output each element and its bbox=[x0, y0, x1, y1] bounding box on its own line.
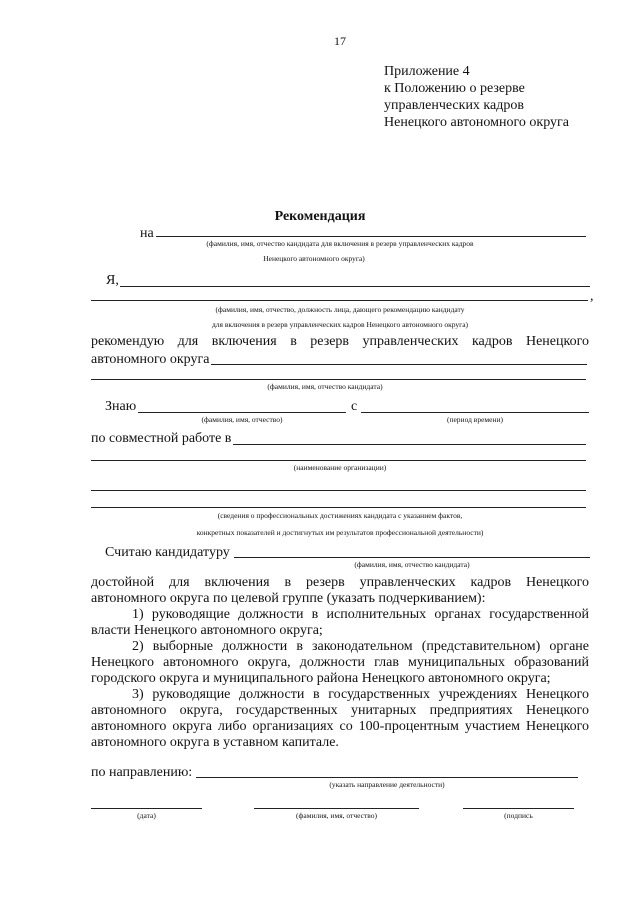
organization-field-1[interactable] bbox=[233, 444, 586, 445]
on-caption-2: Ненецкого автономного округа) bbox=[263, 254, 365, 263]
achievements-caption-2: конкретных показателей и достигнутых им результатов профессиональной деятельности) bbox=[196, 528, 484, 537]
since-label: с bbox=[351, 399, 358, 414]
recommend-field-1[interactable] bbox=[211, 364, 587, 365]
signature-field[interactable] bbox=[463, 808, 574, 809]
signer-name-field[interactable] bbox=[254, 808, 419, 809]
since-period-field[interactable] bbox=[361, 412, 589, 413]
signature-caption: (подпись bbox=[504, 811, 533, 820]
worthy-line-2: автономного округа по целевой группе (указать подчеркиванием): bbox=[91, 591, 486, 606]
page-number: 17 bbox=[334, 34, 346, 48]
know-name-field[interactable] bbox=[138, 412, 346, 413]
consider-name-field[interactable] bbox=[234, 557, 590, 558]
know-label: Знаю bbox=[105, 399, 137, 414]
appendix-line-4: Ненецкого автономного округа bbox=[384, 115, 569, 130]
achievements-field-1[interactable] bbox=[91, 490, 586, 491]
recommend-line-2: автономного округа bbox=[91, 352, 210, 367]
worthy-line-1: достойной для включения в резерв управленческих кадров Ненецкого bbox=[91, 575, 589, 590]
i-caption-2: для включения в резерв управленческих кадров Ненецкого автономного округа) bbox=[211, 320, 469, 329]
target-group-item-1[interactable]: 1) руководящие должности в исполнительных органах государственной власти Ненецкого автономного округа; bbox=[91, 607, 589, 638]
know-caption: (фамилия, имя, отчество) bbox=[201, 415, 283, 424]
direction-label: по направлению: bbox=[91, 765, 193, 780]
joint-work-label: по совместной работе в bbox=[91, 431, 232, 446]
appendix-line-3: управленческих кадров bbox=[384, 98, 524, 113]
target-group-item-2[interactable]: 2) выборные должности в законодательном (представительном) органе Ненецкого автономного округа, должности глав муниципальных образований городского округа и муниципального района Ненецкого автономного округа; bbox=[91, 639, 589, 686]
recommend-line-1: рекомендую для включения в резерв управленческих кадров Ненецкого bbox=[91, 334, 589, 349]
direction-field[interactable] bbox=[196, 777, 578, 778]
achievements-field-2[interactable] bbox=[91, 507, 586, 508]
direction-caption: (указать направление деятельности) bbox=[329, 780, 445, 789]
recommend-caption: (фамилия, имя, отчество кандидата) bbox=[267, 382, 383, 391]
i-caption-1: (фамилия, имя, отчество, должность лица, дающего рекомендацию кандидату bbox=[215, 305, 465, 314]
appendix-line-2: к Положению о резерве bbox=[384, 81, 525, 96]
date-field[interactable] bbox=[91, 808, 202, 809]
consider-label: Считаю кандидатуру bbox=[105, 545, 230, 560]
candidate-name-field[interactable] bbox=[156, 236, 586, 237]
recommender-name-field[interactable] bbox=[120, 286, 590, 287]
on-caption-1: (фамилия, имя, отчество кандидата для включения в резерв управленческих кадров bbox=[206, 239, 474, 248]
on-label: на bbox=[140, 226, 154, 241]
achievements-caption-1: (сведения о профессиональных достижениях кандидата с указанием фактов, bbox=[217, 511, 463, 520]
i-label: Я, bbox=[106, 273, 119, 288]
signer-name-caption: (фамилия, имя, отчество) bbox=[296, 811, 377, 820]
org-caption: (наименование организации) bbox=[293, 463, 387, 472]
comma: , bbox=[590, 289, 594, 304]
consider-caption: (фамилия, имя, отчество кандидата) bbox=[354, 560, 470, 569]
appendix-line-1: Приложение 4 bbox=[384, 64, 470, 79]
since-caption: (период времени) bbox=[446, 415, 504, 424]
recommender-name-field-2[interactable] bbox=[91, 300, 588, 301]
target-group-item-3[interactable]: 3) руководящие должности в государственных учреждениях Ненецкого автономного округа, государственных унитарных предприятиях Ненецкого автономного округа либо организациях со 100-процентным участием Ненецкого автономного округа в уставном капитале. bbox=[91, 687, 589, 750]
recommend-field-2[interactable] bbox=[91, 379, 586, 380]
document-title: Рекомендация bbox=[274, 209, 366, 224]
organization-field-2[interactable] bbox=[91, 460, 586, 461]
date-caption: (дата) bbox=[137, 811, 156, 820]
